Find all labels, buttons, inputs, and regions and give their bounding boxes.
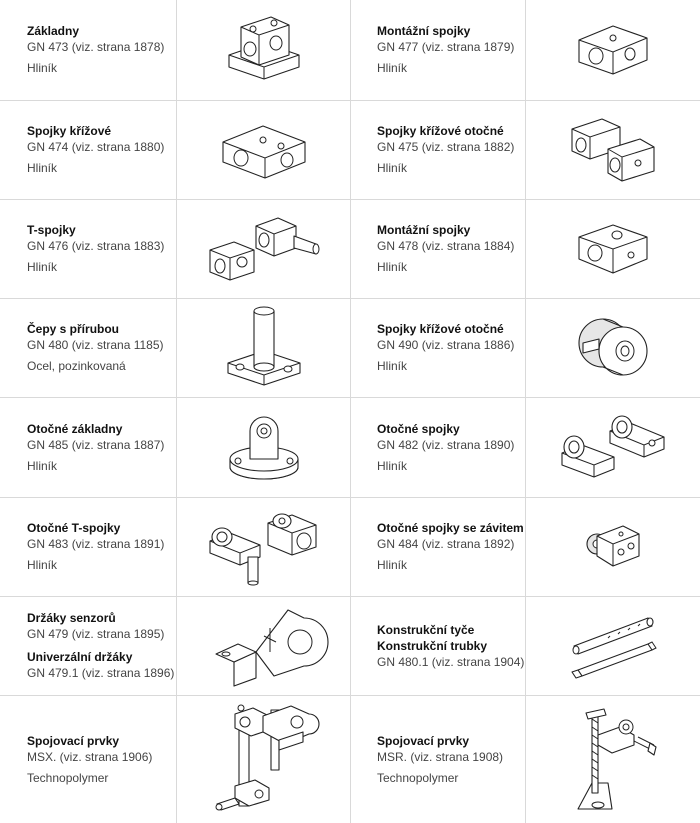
- product-cell: [351, 299, 525, 397]
- product-title: Spojovací prvky: [377, 733, 470, 748]
- product-cell: [0, 200, 176, 298]
- product-material: Hliník: [377, 260, 408, 274]
- t-clamp-icon: [204, 214, 324, 284]
- cross-clamp-icon: [219, 120, 309, 180]
- product-image: [526, 0, 700, 100]
- product-reference: GN 478 (viz. strana 1884): [377, 239, 515, 253]
- product-title: T-spojky: [27, 223, 76, 237]
- product-title: Otočné spojky se závitem: [377, 521, 524, 535]
- product-cell: [0, 498, 176, 596]
- product-material: Hliník: [377, 161, 408, 175]
- connecting-elements-msx-icon: [209, 700, 319, 820]
- product-reference: GN 480.1 (viz. strana 1904): [377, 654, 525, 669]
- product-image: [177, 597, 350, 695]
- product-image: [177, 498, 350, 596]
- product-reference: MSX. (viz. strana 1906): [27, 749, 153, 764]
- product-reference: GN 480 (viz. strana 1185): [27, 338, 164, 352]
- connecting-elements-msr-icon: [568, 705, 658, 815]
- product-title: Konstrukční tyče: [377, 622, 475, 637]
- product-image: [526, 200, 700, 298]
- product-reference: GN 475 (viz. strana 1882): [377, 140, 515, 154]
- product-cell: [351, 498, 525, 596]
- product-cell: [351, 696, 525, 823]
- product-material: Hliník: [377, 61, 408, 75]
- product-material: Hliník: [377, 359, 408, 373]
- product-title: Spojky křížové otočné: [377, 322, 504, 336]
- sensor-holder-icon: [204, 606, 324, 686]
- product-cell: [0, 398, 176, 497]
- product-image: [177, 101, 350, 199]
- product-reference: GN 482 (viz. strana 1890): [377, 437, 515, 452]
- product-cell: [0, 299, 176, 397]
- product-title: Čepy s přírubou: [27, 322, 120, 336]
- product-reference: GN 485 (viz. strana 1887): [27, 437, 165, 452]
- product-reference: GN 474 (viz. strana 1880): [27, 140, 165, 154]
- product-title: Spojky křížové: [27, 124, 112, 138]
- product-reference: GN 473 (viz. strana 1878): [27, 40, 165, 54]
- product-material: Hliník: [27, 458, 58, 473]
- product-reference: GN 483 (viz. strana 1891): [27, 537, 165, 551]
- product-reference-secondary: GN 479.1 (viz. strana 1896): [27, 666, 175, 680]
- product-cell: [0, 101, 176, 199]
- product-cell: [351, 200, 525, 298]
- product-cell: [351, 398, 525, 497]
- product-image: [177, 0, 350, 100]
- product-image: [526, 101, 700, 199]
- product-title: Spojky křížové otočné: [377, 124, 504, 138]
- product-image: [177, 299, 350, 397]
- product-image: [526, 299, 700, 397]
- product-image: [526, 597, 700, 695]
- product-image: [526, 398, 700, 497]
- product-title: Otočné základny: [27, 421, 123, 436]
- product-title: Otočné spojky: [377, 421, 460, 436]
- swivel-cross-clamp-icon: [568, 115, 658, 185]
- product-image: [177, 200, 350, 298]
- product-title-secondary: Konstrukční trubky: [377, 638, 488, 653]
- flanged-bolt-icon: [224, 303, 304, 393]
- product-material: Hliník: [27, 260, 58, 274]
- product-title: Montážní spojky: [377, 24, 471, 38]
- product-title-secondary: Univerzální držáky: [27, 650, 133, 664]
- product-cell: [0, 696, 176, 823]
- swivel-clamp-icon: [558, 413, 668, 483]
- product-image: [526, 498, 700, 596]
- product-reference: GN 479 (viz. strana 1895): [27, 627, 165, 641]
- product-reference: GN 476 (viz. strana 1883): [27, 239, 165, 253]
- product-cell: [351, 0, 525, 100]
- product-material: Hliník: [27, 161, 58, 175]
- swivel-cross-clamp-round-icon: [573, 313, 653, 383]
- product-cell: [0, 597, 176, 695]
- product-title: Držáky senzorů: [27, 611, 116, 625]
- product-reference: GN 490 (viz. strana 1886): [377, 338, 515, 352]
- product-material: Hliník: [27, 61, 58, 75]
- product-material: Hliník: [377, 558, 408, 572]
- product-title: Montážní spojky: [377, 223, 471, 237]
- product-cell: [0, 0, 176, 100]
- mounting-clamp-icon: [573, 20, 653, 80]
- product-image: [526, 696, 700, 823]
- threaded-swivel-clamp-icon: [583, 522, 643, 572]
- product-material: Ocel, pozinkovaná: [27, 359, 126, 373]
- product-image: [177, 398, 350, 497]
- product-reference: GN 484 (viz. strana 1892): [377, 537, 515, 551]
- construction-tube-icon: [568, 606, 658, 686]
- product-title: Otočné T-spojky: [27, 521, 121, 535]
- product-material: Technopolymer: [27, 770, 109, 785]
- product-reference: MSR. (viz. strana 1908): [377, 749, 504, 764]
- product-material: Hliník: [27, 558, 58, 572]
- product-title: Spojovací prvky: [27, 733, 120, 748]
- swivel-t-clamp-icon: [204, 507, 324, 587]
- product-cell: [351, 101, 525, 199]
- product-cell: [351, 597, 525, 695]
- base-clamp-icon: [219, 15, 309, 85]
- product-title: Základny: [27, 24, 80, 38]
- product-image: [177, 696, 350, 823]
- product-material: Technopolymer: [377, 770, 459, 785]
- product-reference: GN 477 (viz. strana 1879): [377, 40, 515, 54]
- product-material: Hliník: [377, 458, 408, 473]
- mounting-clamp-2-icon: [573, 219, 653, 279]
- swivel-base-icon: [224, 413, 304, 483]
